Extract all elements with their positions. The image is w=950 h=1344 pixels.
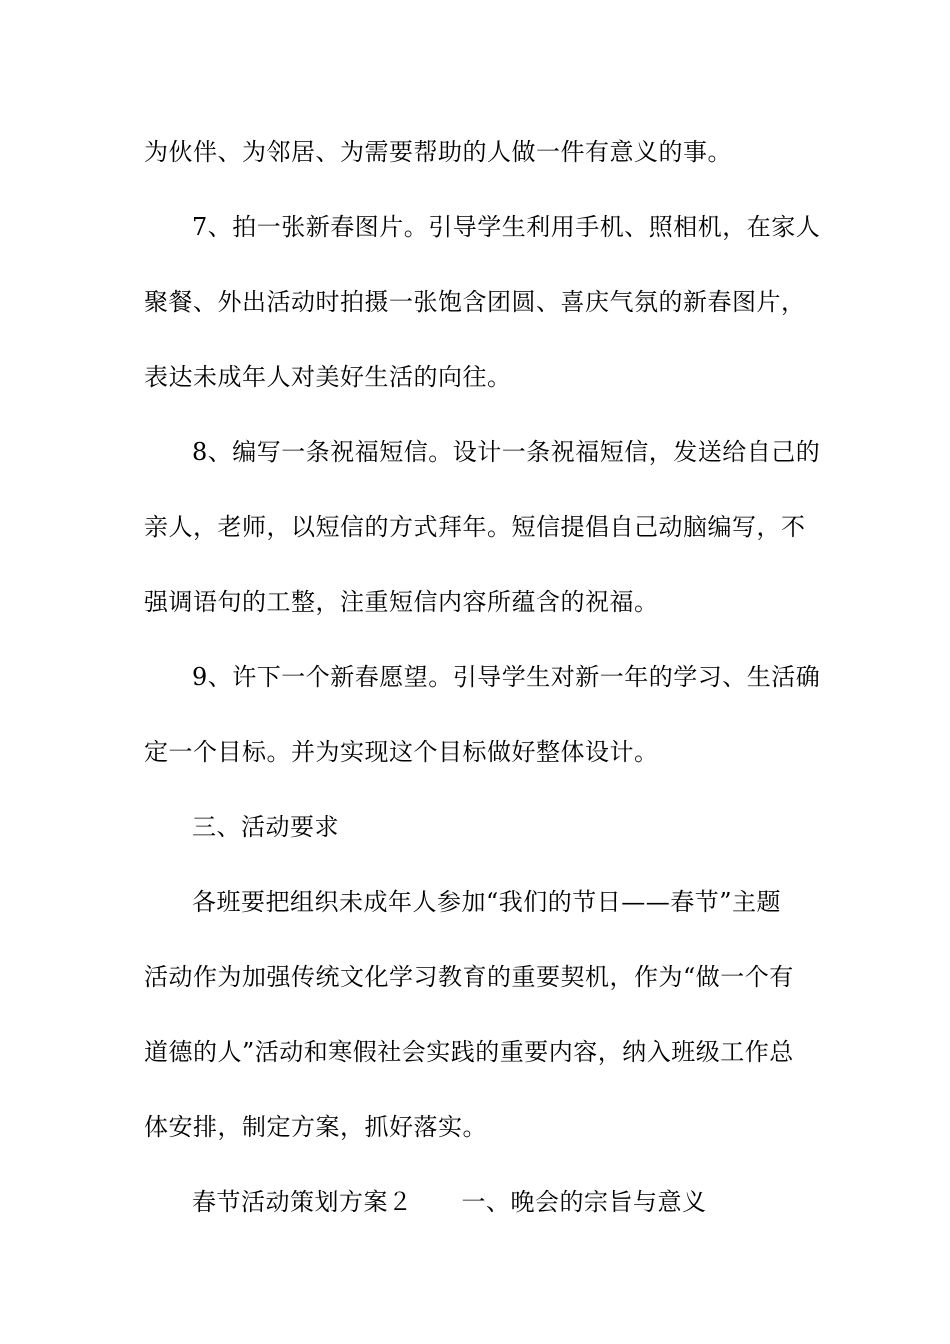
- text-line: 亲人，老师，以短信的方式拜年。短信提倡自己动脑编写，不: [144, 513, 806, 541]
- text-line: 活动作为加强传统文化学习教育的重要契机，作为“做一个有: [144, 963, 794, 991]
- text-line: 定一个目标。并为实现这个目标做好整体设计。: [144, 738, 659, 766]
- text-line: 各班要把组织未成年人参加“我们的节日——春节”主题: [192, 888, 782, 916]
- text-line: 强调语句的工整，注重短信内容所蕴含的祝福。: [144, 588, 659, 616]
- text-line: 7、拍一张新春图片。引导学生利用手机、照相机，在家人: [192, 213, 821, 241]
- text-line: 9、许下一个新春愿望。引导学生对新一年的学习、生活确: [192, 663, 821, 691]
- text-line: 聚餐、外出活动时拍摄一张饱含团圆、喜庆气氛的新春图片，: [144, 288, 806, 316]
- text-line: 道德的人”活动和寒假社会实践的重要内容，纳入班级工作总: [144, 1038, 794, 1066]
- text-line: 表达未成年人对美好生活的向往。: [144, 363, 512, 391]
- text-line: 体安排，制定方案，抓好落实。: [144, 1113, 487, 1141]
- section-heading: 春节活动策划方案２ 一、晚会的宗旨与意义: [192, 1188, 707, 1216]
- section-heading: 三、活动要求: [192, 813, 339, 841]
- text-line: 8、编写一条祝福短信。设计一条祝福短信，发送给自己的: [192, 438, 821, 466]
- text-line: 为伙伴、为邻居、为需要帮助的人做一件有意义的事。: [144, 138, 732, 166]
